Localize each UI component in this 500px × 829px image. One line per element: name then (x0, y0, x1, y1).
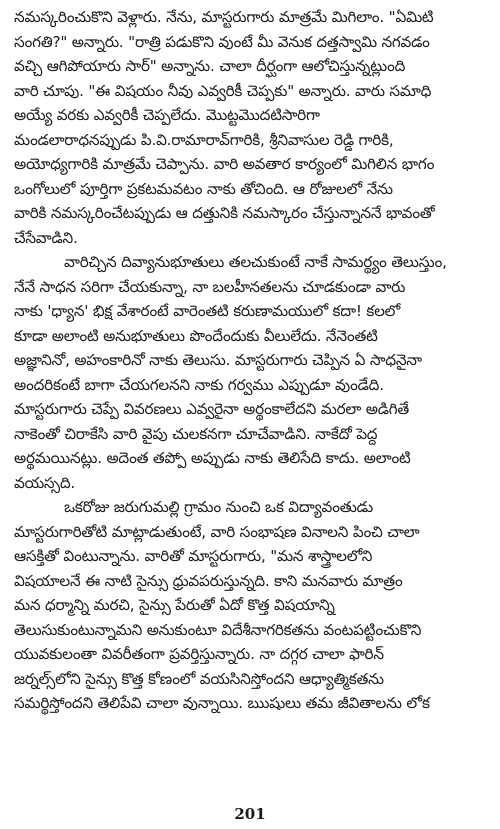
text-line: వారి చూపు. "ఈ విషయం నీవు ఎవ్వరికీ చెప్పకు" అన్నారు. వారు సమాధి (14, 81, 432, 100)
text-line: అయోధ్యగారికి మాత్రమే చెప్పాను. వారి అవతార కార్యంలో మిగిలిన భాగం (14, 155, 435, 173)
text-line: నాకెంతో చిరాకేసి వారి వైపు చులకనగా చూచేవాడిని. నాకేదో పెద్ద (14, 424, 378, 443)
text-line: నాకు 'ధ్యాన' భిక్ష వేశారంటే వారెంతటి కరుణామయులో కదా! కలలో (14, 302, 401, 320)
text-line: మన ధర్మాన్ని మరచి, సైన్సు పేరుతో ఏదో కొత్త విషయాన్ని (14, 596, 335, 614)
text-line: జర్నల్స్‌లోని సైన్సు కొత్త కోణంలో వయసినిస్తోందని ఆధ్యాత్మికతను (14, 669, 384, 688)
text-line: యువకులంతా వివరీతంగా ప్రవర్తిస్తున్నారు. నా దగ్గర చాలా ఫారిన్ (14, 645, 384, 663)
text-line: నేనే సాధన సరిగా చేయకున్నా, నా బలహీనతలను చూడకుండా వారు (14, 277, 406, 296)
paragraph-start-line: ఒకరోజు జరుగుమల్లి గ్రామం నుంచి ఒక విద్యావంతుడు (64, 498, 373, 516)
page-number: 201 (234, 805, 266, 823)
text-line: సమర్థిస్తోందని తెలిపేవి చాలా వున్నాయి. ఋషులు తమ జీవితాలను లోక (14, 694, 430, 712)
text-line: వారికి నమస్కరించేటప్పుడు ఆ దత్తునికి నమస్కారం చేస్తున్నాననే భావంతో (14, 204, 435, 222)
text-line: అర్థమయినట్లు. అదెంత తప్పో అప్పుడు నాకు తెలిసేది కాదు. అలాంటి (14, 449, 411, 467)
text-line: ఒంగోలులో పూర్తిగా ప్రకటమవటం నాకు తోచింది. ఆ రోజులలో నేను (14, 179, 393, 198)
text-line: అందరికంటే బాగా చేయగలనని నాకు గర్వము ఎప్పుడూ వుండేది. (14, 375, 384, 394)
text-line: మాస్టరుగారు చెప్పే వివరణలు ఎవ్వరైనా అర్థంకాలేదని మరలా అడిగితే (14, 400, 410, 418)
text-line: అజ్ఞానినో, అహంకారినో నాకు తెలుసు. మాస్టరుగారు చెప్పిన ఏ సాధనైనా (14, 351, 422, 369)
text-line: వచ్చి ఆగిపోయారు సార్" అన్నాను. చాలా దీర్ఘంగా ఆలోచిస్తున్నట్లుంది (14, 57, 406, 75)
text-line: మాస్టరుగారితోటి మాట్లాడుతుంటే, వారి సంభాషణ వినాలని పించి చాలా (14, 522, 420, 541)
paragraph-start-line: వారిచ్చిన దివ్యానుభూతులు తలచుకుంటే నాకే సామర్థ్యం తెలుస్తుం, (64, 253, 447, 271)
text-line: ఆసక్తితో వింటున్నాను. వారితో మాస్టరుగారు, "మన శాస్త్రాలలోని (14, 547, 373, 565)
text-line: వయస్సది. (14, 473, 76, 492)
body-text (14, 5, 490, 716)
text-line: తెలుసుకుంటున్నామని అనుకుంటూ విదేశీనాగరికతను వంటపట్టించుకొని (14, 620, 422, 639)
text-line: మండలారాధనప్పుడు పి.వి.రామారావ్‌గారికి, శ్రీనివాసుల రెడ్డి గారికి, (14, 130, 394, 149)
text-line: చేసేవాడిని. (14, 228, 78, 247)
text-line: కూడా అలాంటి అనుభూతులు పొందేందుకు వీలులేదు. నేనెంతటి (14, 326, 378, 345)
text-line: నమస్కరించుకొని వెళ్లారు. నేను, మాస్టరుగారు మాత్రమే మిగిలాం. "ఏమిటి (14, 8, 434, 26)
text-line: విషయాలనే ఈ నాటి సైన్సు ధ్రువపరుస్తున్నది. కాని మనవారు మాత్రం (14, 571, 403, 590)
text-line: సంగతి?" అన్నారు. "రాత్రి పడుకొని వుంటే మీ వెనుక దత్తస్వామి నగవడం (14, 32, 430, 51)
text-line: అయ్యే వరకు ఎవ్వరికీ చెప్పలేదు. మొట్టమొదటిసారిగా (14, 106, 320, 124)
